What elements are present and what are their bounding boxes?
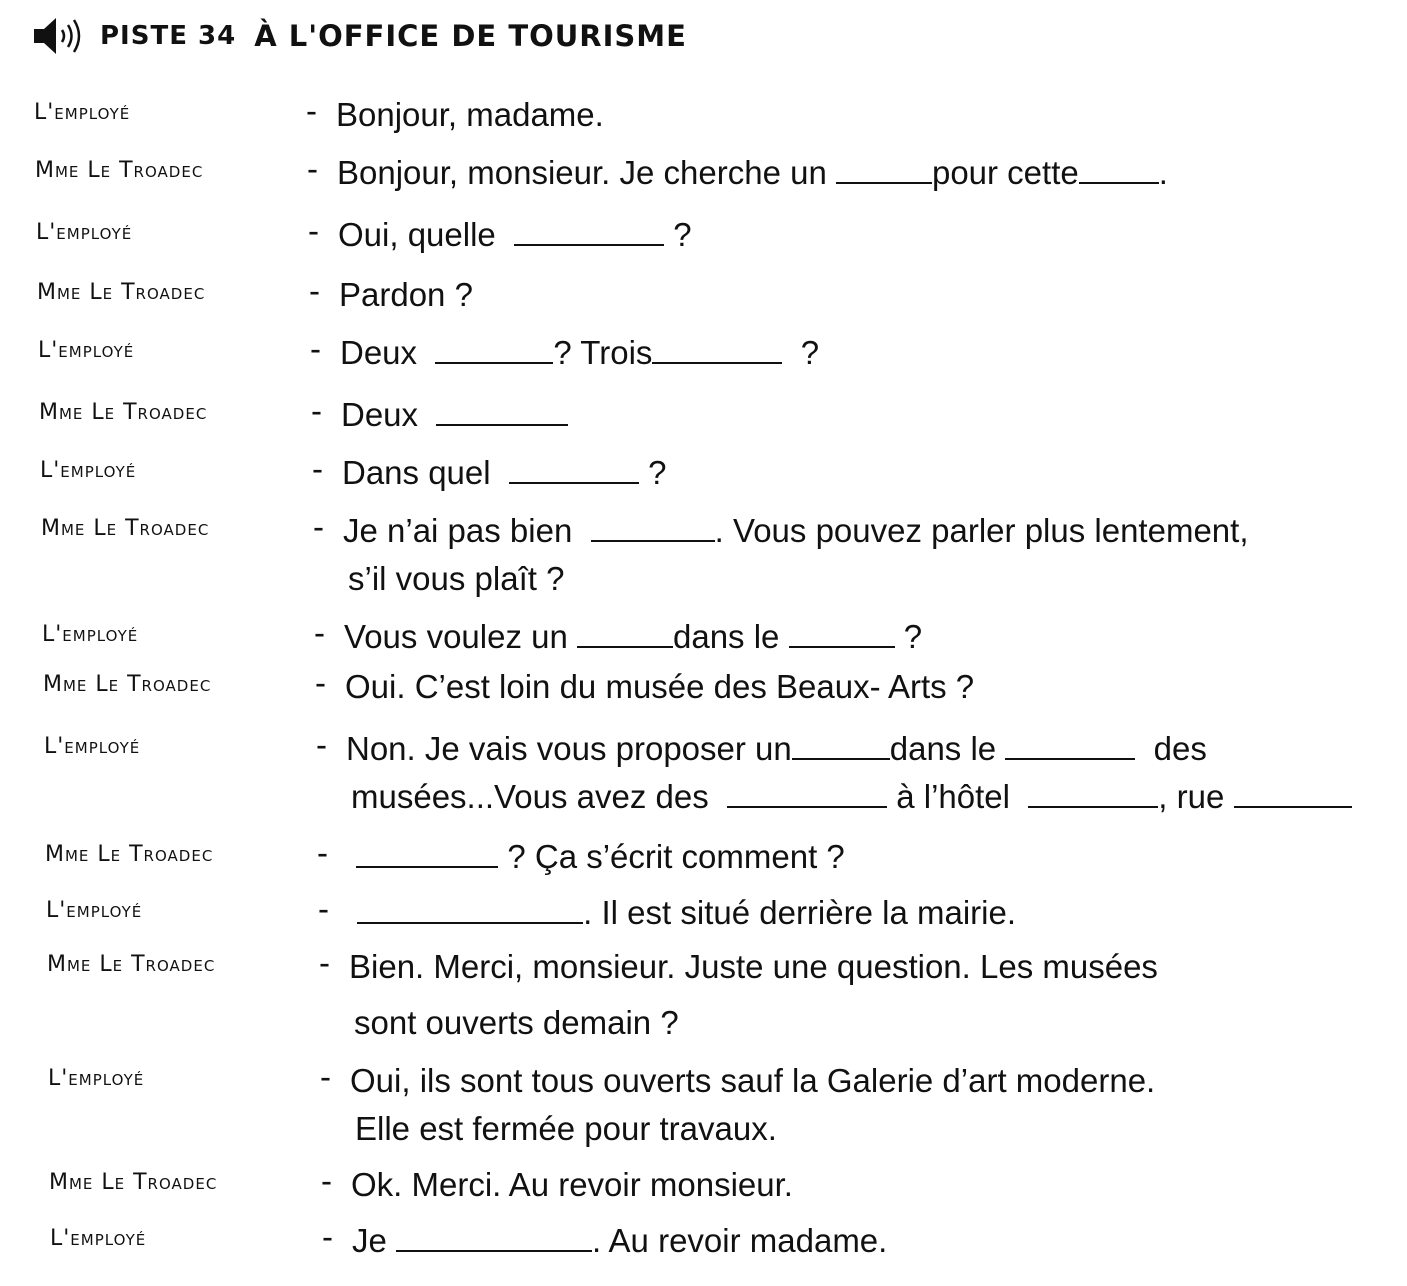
dash-marker: - (320, 1058, 331, 1095)
utterance-text: ? (782, 334, 820, 371)
utterance (351, 1162, 793, 1208)
utterance-text: Bonjour, monsieur. Je cherche un (337, 154, 836, 191)
answer-blank[interactable] (1028, 776, 1158, 808)
speaker-label: Mme Le Troadec (35, 158, 204, 183)
utterance (339, 272, 473, 318)
utterance-text: musées...Vous avez des (351, 778, 728, 815)
utterance-text: Ok. Merci. Au revoir monsieur. (351, 1166, 793, 1203)
utterance (348, 890, 1016, 936)
utterance (346, 726, 1207, 772)
dash-marker: - (308, 212, 319, 249)
utterance (343, 508, 1249, 554)
dash-marker: - (309, 272, 320, 309)
utterance-text: Bonjour, madame. (336, 96, 604, 133)
answer-blank[interactable] (514, 214, 664, 246)
utterance-text: , rue (1158, 778, 1234, 815)
dash-marker: - (310, 330, 321, 367)
page-title: À L'OFFICE DE TOURISME (254, 19, 687, 53)
utterance-text: dans le (889, 730, 1006, 767)
utterance-text: Pardon ? (339, 276, 473, 313)
speaker-label: Mme Le Troadec (47, 952, 216, 977)
utterance-text: Dans quel (342, 454, 509, 491)
answer-blank[interactable] (591, 510, 715, 542)
utterance-text: Non. Je vais vous proposer un (346, 730, 792, 767)
utterance-continuation: sont ouverts demain ? (354, 1004, 679, 1041)
dash-marker: - (319, 944, 330, 981)
utterance-text: Je n’ai pas bien (343, 512, 591, 549)
utterance-text: Oui, ils sont tous ouverts sauf la Galerie d’art moderne. (350, 1062, 1156, 1099)
utterance-text: à l’hôtel (887, 778, 1029, 815)
dash-marker: - (306, 92, 317, 129)
utterance-text: pour cette (931, 154, 1079, 191)
utterance-text (347, 838, 356, 875)
speaker-label: L'employé (36, 220, 133, 245)
utterance-continuation: Elle est fermée pour travaux. (355, 1110, 777, 1147)
utterance-text: Oui. C’est loin du musée des Beaux- Arts ? (345, 668, 975, 705)
utterance-text: des (1135, 730, 1207, 767)
utterance-text: ? Trois (553, 334, 653, 371)
utterance (338, 212, 692, 258)
speaker-label: L'employé (34, 100, 131, 125)
answer-blank[interactable] (652, 332, 782, 364)
speaker-label: Mme Le Troadec (49, 1170, 218, 1195)
answer-blank[interactable] (1005, 728, 1135, 760)
utterance (342, 450, 666, 496)
utterance-text: ? Ça s’écrit comment ? (498, 838, 845, 875)
answer-blank[interactable] (727, 776, 887, 808)
utterance-text: . (1158, 154, 1168, 191)
utterance (349, 944, 1158, 990)
dash-marker: - (316, 726, 327, 763)
dash-marker: - (314, 614, 325, 651)
utterance-text (348, 894, 357, 931)
answer-blank[interactable] (435, 332, 553, 364)
answer-blank[interactable] (789, 616, 895, 648)
utterance-text: Vous voulez un (344, 618, 577, 655)
utterance-continuation (351, 774, 1352, 820)
speaker-label: L'employé (42, 622, 139, 647)
utterance-text: Je (352, 1222, 397, 1259)
utterance (340, 330, 819, 376)
dash-marker: - (312, 450, 323, 487)
utterance (344, 614, 922, 660)
utterance-text: Oui, quelle (338, 216, 515, 253)
answer-blank[interactable] (436, 394, 568, 426)
answer-blank[interactable] (836, 152, 932, 184)
speaker-label: L'employé (46, 898, 143, 923)
utterance (337, 150, 1168, 196)
utterance (350, 1058, 1155, 1104)
speaker-label: L'employé (40, 458, 137, 483)
answer-blank[interactable] (396, 1220, 592, 1252)
utterance-text: Bien. Merci, monsieur. Juste une question. Les musées (349, 948, 1158, 985)
answer-blank[interactable] (357, 892, 583, 924)
utterance-text: ? (894, 618, 923, 655)
answer-blank[interactable] (792, 728, 890, 760)
utterance-text: Deux (341, 396, 437, 433)
dash-marker: - (307, 150, 318, 187)
utterance (336, 92, 604, 138)
answer-blank[interactable] (1079, 152, 1159, 184)
speaker-label: Mme Le Troadec (41, 516, 210, 541)
utterance-text: ? (638, 454, 667, 491)
speaker-label: L'employé (50, 1226, 147, 1251)
dash-marker: - (313, 508, 324, 545)
dash-marker: - (317, 834, 328, 871)
speaker-label: Mme Le Troadec (43, 672, 212, 697)
utterance-text: ? (664, 216, 692, 253)
dash-marker: - (311, 392, 322, 429)
utterance (345, 664, 974, 710)
utterance-text: Deux (340, 334, 436, 371)
speaker-label: Mme Le Troadec (39, 400, 208, 425)
utterance-text: . Au revoir madame. (592, 1222, 888, 1259)
speaker-label: Mme Le Troadec (37, 280, 206, 305)
answer-blank[interactable] (577, 616, 673, 648)
speaker-label: L'employé (38, 338, 135, 363)
speaker-label: L'employé (48, 1066, 145, 1091)
utterance (352, 1218, 887, 1264)
answer-blank[interactable] (356, 836, 498, 868)
utterance-text: . Il est situé derrière la mairie. (583, 894, 1016, 931)
utterance (341, 392, 568, 438)
utterance-text: . Vous pouvez parler plus lentement, (714, 512, 1249, 549)
dash-marker: - (318, 890, 329, 927)
speaker-label: Mme Le Troadec (45, 842, 214, 867)
utterance-text: dans le (673, 618, 789, 655)
dash-marker: - (321, 1162, 332, 1199)
answer-blank[interactable] (1234, 776, 1352, 808)
speaker-label: L'employé (44, 734, 141, 759)
track-number: PISTE 34 (100, 21, 237, 51)
answer-blank[interactable] (509, 452, 639, 484)
utterance (347, 834, 845, 880)
utterance-continuation: s’il vous plaît ? (348, 560, 565, 597)
dash-marker: - (322, 1218, 333, 1255)
dash-marker: - (315, 664, 326, 701)
